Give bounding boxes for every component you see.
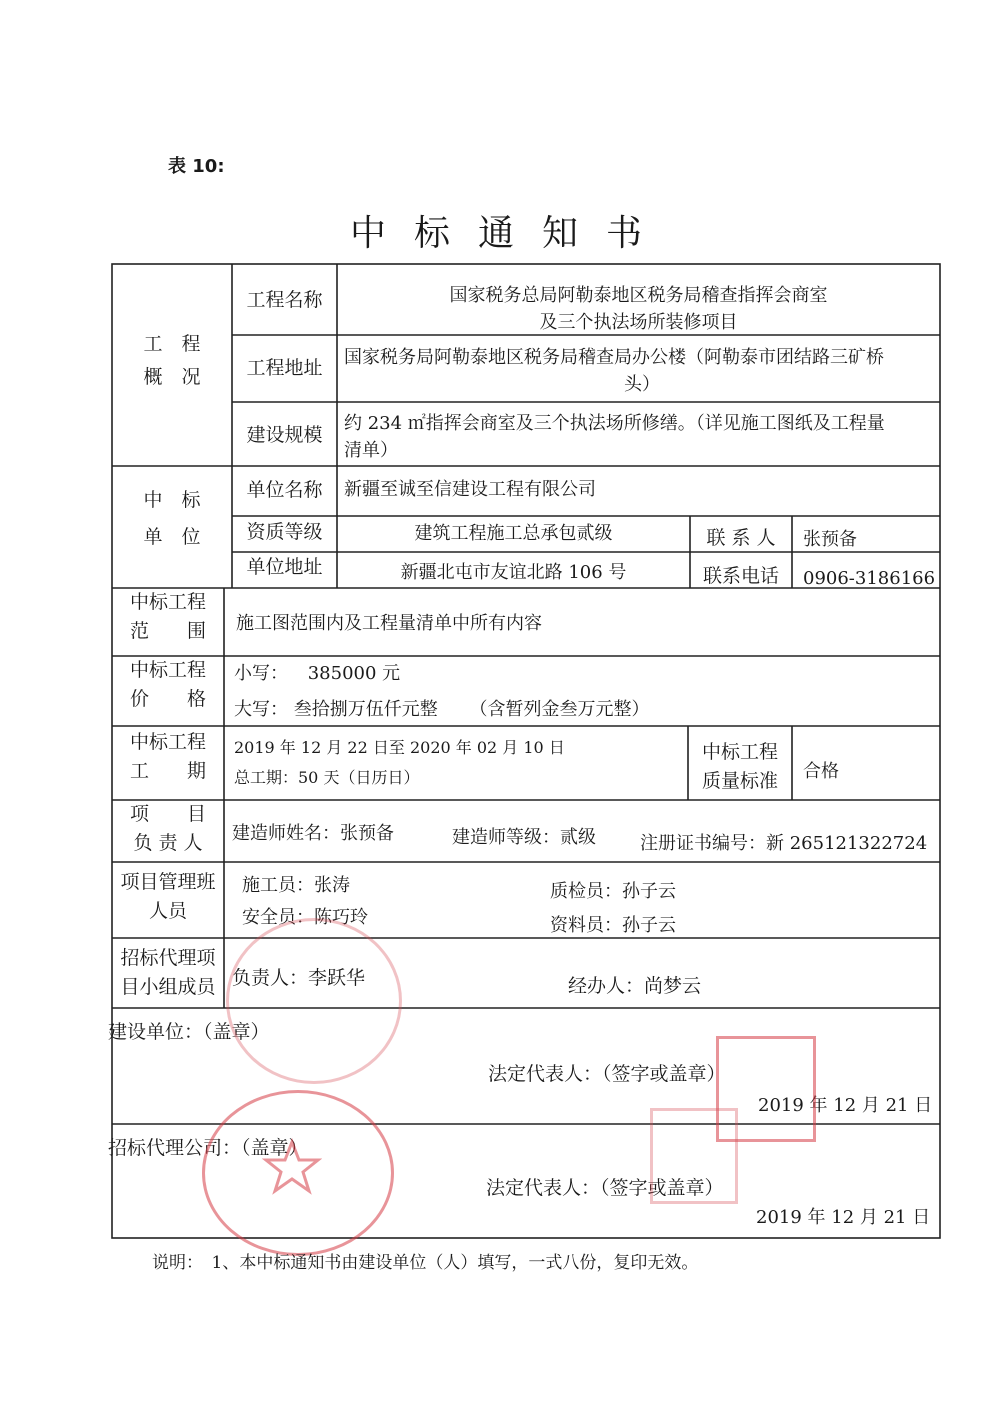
phone-value: 0906-3186166 (803, 568, 936, 589)
signature-seal-stamp-faded (650, 1108, 738, 1204)
price-upper-value: 叁拾捌万伍仟元整 (293, 699, 438, 720)
scope-label: 中标工程 范 围 (129, 591, 206, 643)
period-total: 总工期：50 天（日历日） (234, 768, 420, 787)
agency-label: 招标代理公司：（盖章） (108, 1137, 308, 1159)
team-safety: 安全员：陈巧玲 (242, 907, 368, 928)
agency-date: 2019 年 12 月 21 日 (756, 1207, 931, 1228)
winning-unit-label: 中 标 单 位 (143, 489, 201, 549)
builder-seal-stamp (226, 918, 402, 1084)
engineer-level: 建造师等级：贰级 (452, 827, 596, 848)
construction-scale-label: 建设规模 (246, 424, 323, 446)
certificate-number: 注册证书编号：新 265121322724 (640, 833, 928, 854)
builder-label: 建设单位：（盖章） (108, 1021, 270, 1043)
project-name-value: 国家税务总局阿勒泰地区税务局稽查指挥会商室 及三个执法场所装修项目 (449, 285, 828, 333)
team-documents: 资料员：孙子云 (550, 915, 676, 936)
agency-representative: 法定代表人：（签字或盖章） (486, 1177, 724, 1199)
project-overview-label: 工 程 概 况 (143, 333, 201, 389)
price-upper-note: （含暂列金叁万元整） (469, 699, 650, 720)
unit-name-value: 新疆至诚至信建设工程有限公司 (344, 479, 596, 500)
builder-representative: 法定代表人：（签字或盖章） (488, 1063, 726, 1085)
agency-handler: 经办人：尚梦云 (568, 975, 702, 997)
qualification-label: 资质等级 (246, 521, 323, 543)
document-number: 表 10: (168, 156, 225, 177)
project-address-label: 工程地址 (246, 357, 323, 379)
construction-scale-value: 约 234 ㎡指挥会商室及三个执法场所修缮。（详见施工图纸及工程量 清单） (344, 413, 885, 461)
quality-label: 中标工程 质量标准 (701, 741, 778, 793)
unit-address-label: 单位地址 (246, 556, 323, 578)
manager-label: 项 目 负 责 人 (129, 803, 206, 855)
team-constructor: 施工员：张涛 (242, 875, 350, 896)
contact-label: 联 系 人 (706, 527, 776, 549)
price-lower-value: 385000 元 (307, 663, 401, 684)
period-label: 中标工程 工 期 (129, 731, 206, 783)
price-lower (234, 660, 400, 687)
page-title: 中标通知书 (349, 213, 670, 254)
quality-value: 合格 (803, 761, 839, 782)
engineer-name: 建造师姓名：张预备 (232, 823, 394, 844)
unit-address-value: 新疆北屯市友谊北路 106 号 (400, 562, 627, 583)
period-dates: 2019 年 12 月 22 日至 2020 年 02 月 10 日 (234, 738, 565, 757)
qualification-value: 建筑工程施工总承包贰级 (414, 523, 613, 544)
phone-label: 联系电话 (702, 565, 779, 587)
agency-team-label: 招标代理项 目小组成员 (120, 947, 216, 999)
price-upper-label: 大写： (234, 699, 288, 720)
scope-value: 施工图范围内及工程量清单中所有内容 (236, 613, 542, 634)
footnote: 说明： 1、本中标通知书由建设单位（人）填写，一式八份，复印无效。 (152, 1253, 699, 1273)
star-icon (262, 1138, 322, 1198)
builder-date: 2019 年 12 月 21 日 (758, 1095, 933, 1116)
price-upper (234, 696, 649, 723)
price-lower-label: 小写： (234, 663, 288, 684)
project-name-label: 工程名称 (246, 289, 323, 311)
price-label: 中标工程 价 格 (129, 659, 206, 711)
project-address-value: 国家税务局阿勒泰地区税务局稽查局办公楼（阿勒泰市团结路三矿桥 头） (344, 347, 884, 395)
unit-name-label: 单位名称 (246, 479, 323, 501)
agency-leader: 负责人：李跃华 (232, 967, 366, 989)
team-inspector: 质检员：孙子云 (550, 881, 676, 902)
contact-value: 张预备 (803, 529, 857, 550)
team-label: 项目管理班 人员 (120, 871, 216, 923)
